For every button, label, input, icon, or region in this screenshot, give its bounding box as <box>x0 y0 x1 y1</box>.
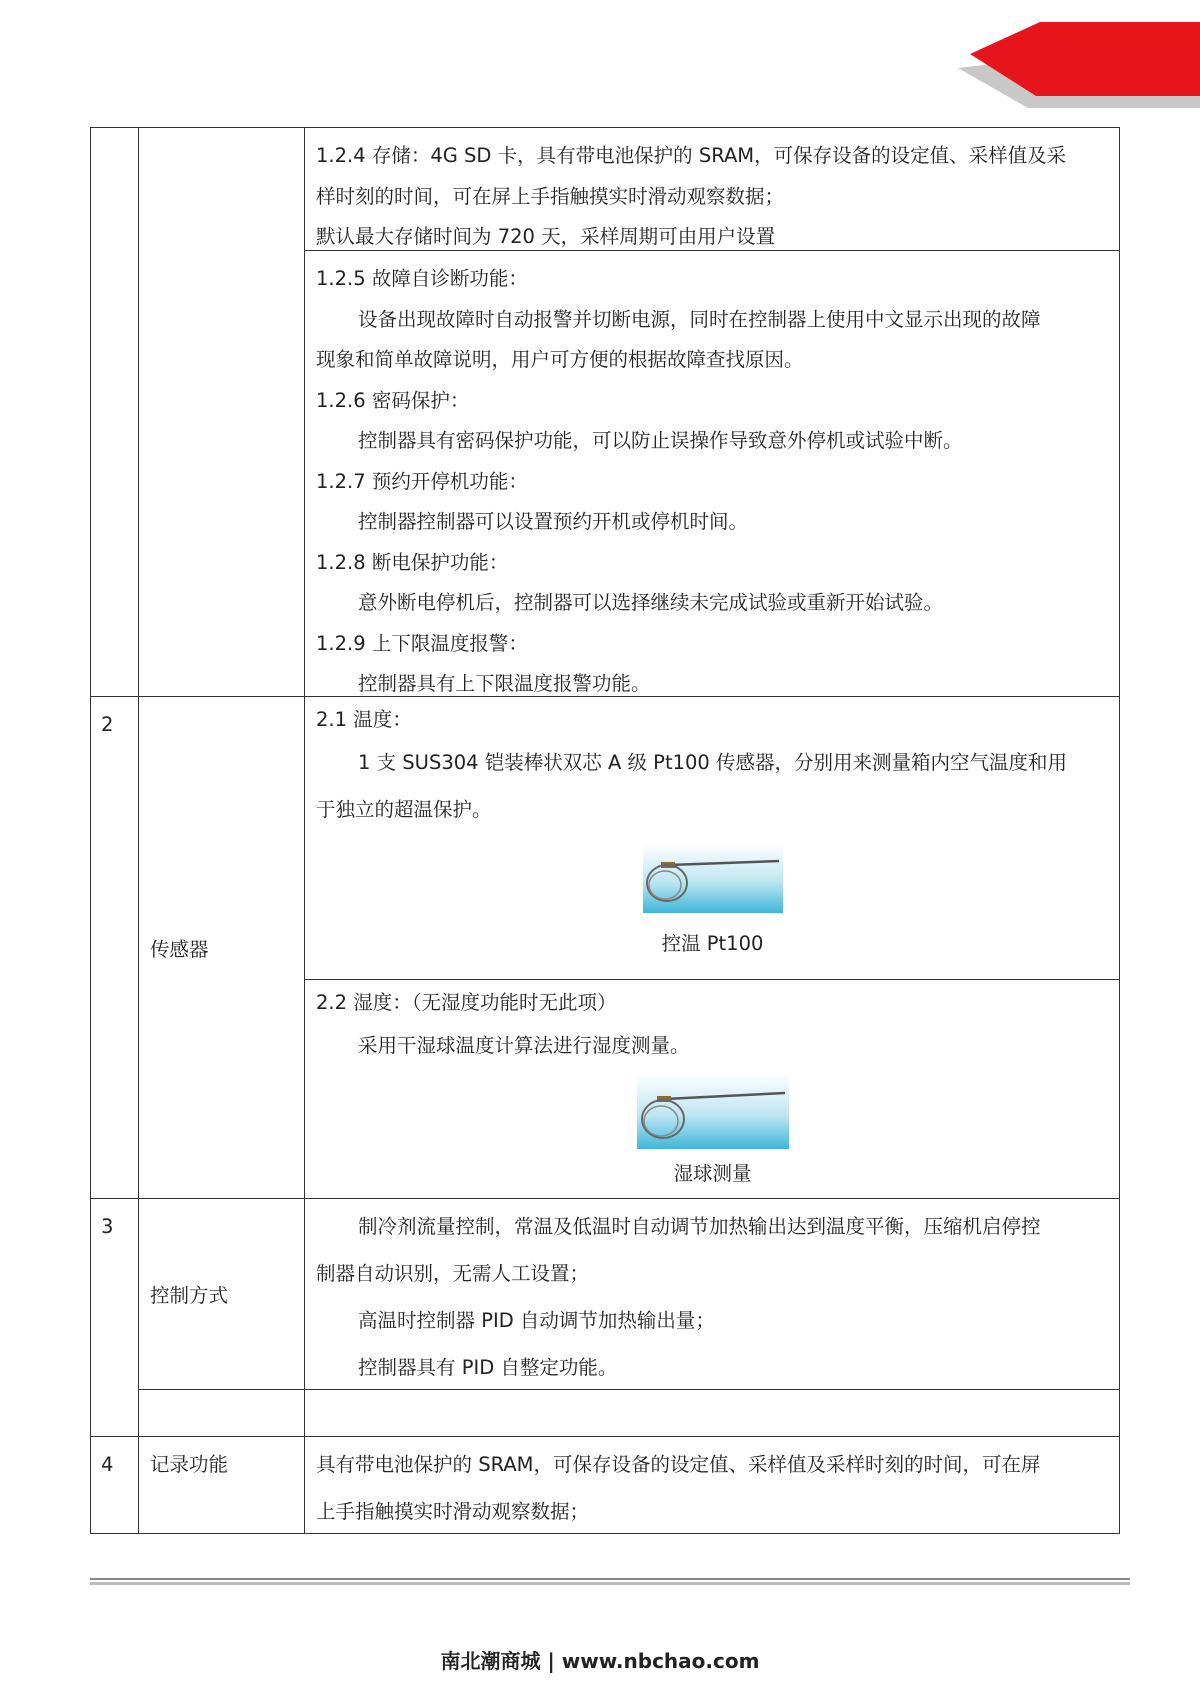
content-cell <box>305 697 1120 980</box>
pt100-sensor-image <box>316 843 1109 913</box>
row-label: 传感器 <box>150 937 209 961</box>
content-cell <box>305 128 1120 251</box>
table-row <box>91 128 1120 251</box>
section-body: 高温时控制器 PID 自动调节加热输出量； <box>358 1309 715 1332</box>
name-cell <box>139 697 305 1199</box>
row-number: 2 <box>101 713 114 736</box>
section-title: 1.2.5 故障自诊断功能： <box>316 267 528 290</box>
section-body: 控制器具有 PID 自整定功能。 <box>358 1356 618 1379</box>
section-body: 1 支 SUS304 铠装棒状双芯 A 级 Pt100 传感器，分别用来测量箱内空气温度和用 <box>358 751 1068 774</box>
section-body: 上手指触摸实时滑动观察数据； <box>316 1500 590 1523</box>
section-body: 控制器具有密码保护功能，可以防止误操作导致意外停机或试验中断。 <box>358 429 963 452</box>
section-body: 制器自动识别，无需人工设置； <box>316 1262 590 1285</box>
row-label: 控制方式 <box>150 1284 229 1307</box>
row-label: 记录功能 <box>150 1453 229 1476</box>
num-cell <box>91 128 139 697</box>
image-caption: 控温 Pt100 <box>661 932 764 955</box>
name-cell <box>139 1199 305 1390</box>
section-title: 2.1 温度： <box>316 708 412 731</box>
num-cell <box>91 1199 139 1437</box>
row-number: 3 <box>101 1215 114 1238</box>
section-title: 1.2.8 断电保护功能： <box>316 550 509 574</box>
name-cell <box>139 1390 305 1437</box>
footer-rule <box>90 1578 1130 1580</box>
wet-bulb-probe-icon <box>637 1073 789 1149</box>
table-row <box>91 697 1120 980</box>
header-corner-banner <box>0 0 1200 120</box>
content-cell <box>305 980 1120 1199</box>
content-cell <box>305 1199 1120 1390</box>
table-row <box>91 1437 1120 1534</box>
section-body: 现象和简单故障说明，用户可方便的根据故障查找原因。 <box>316 348 804 371</box>
pt100-probe-icon <box>643 843 783 913</box>
section-title: 1.2.6 密码保护： <box>316 388 470 412</box>
spec-line: 1.2.4 存储：4G SD 卡，具有带电池保护的 SRAM，可保存设备的设定值、采样值及采 <box>316 144 1067 167</box>
num-cell <box>91 1437 139 1534</box>
section-title: 1.2.9 上下限温度报警： <box>316 631 528 655</box>
section-body: 意外断电停机后，控制器可以选择继续未完成试验或重新开始试验。 <box>358 591 944 614</box>
section-body: 采用干湿球温度计算法进行湿度测量。 <box>358 1034 690 1057</box>
footer-text: 南北潮商城 | www.nbchao.com <box>440 1649 760 1673</box>
section-body: 控制器具有上下限温度报警功能。 <box>358 672 651 695</box>
section-body: 于独立的超温保护。 <box>316 798 492 821</box>
row-number: 4 <box>101 1453 114 1476</box>
image-caption: 湿球测量 <box>673 1162 752 1185</box>
table-row <box>91 1199 1120 1390</box>
table-row <box>91 1390 1120 1437</box>
section-body: 控制器控制器可以设置预约开机或停机时间。 <box>358 510 749 533</box>
section-body: 设备出现故障时自动报警并切断电源，同时在控制器上使用中文显示出现的故障 <box>358 307 1041 331</box>
spec-line: 默认最大存储时间为 720 天，采样周期可由用户设置 <box>316 225 776 248</box>
spec-line: 样时刻的时间，可在屏上手指触摸实时滑动观察数据； <box>316 184 785 208</box>
wet-bulb-sensor-image <box>316 1073 1109 1149</box>
name-cell <box>139 1437 305 1534</box>
section-title: 2.2 湿度：（无湿度功能时无此项） <box>316 991 617 1014</box>
content-cell <box>305 251 1120 697</box>
spec-table <box>90 127 1120 1534</box>
section-body: 具有带电池保护的 SRAM，可保存设备的设定值、采样值及采样时刻的时间，可在屏 <box>316 1453 1041 1476</box>
footer-rule-shadow <box>90 1582 1130 1585</box>
content-cell <box>305 1437 1120 1534</box>
section-title: 1.2.7 预约开停机功能： <box>316 469 528 493</box>
content-cell <box>305 1390 1120 1437</box>
num-cell <box>91 697 139 1199</box>
name-cell <box>139 128 305 697</box>
section-body: 制冷剂流量控制，常温及低温时自动调节加热输出达到温度平衡，压缩机启停控 <box>358 1215 1041 1238</box>
